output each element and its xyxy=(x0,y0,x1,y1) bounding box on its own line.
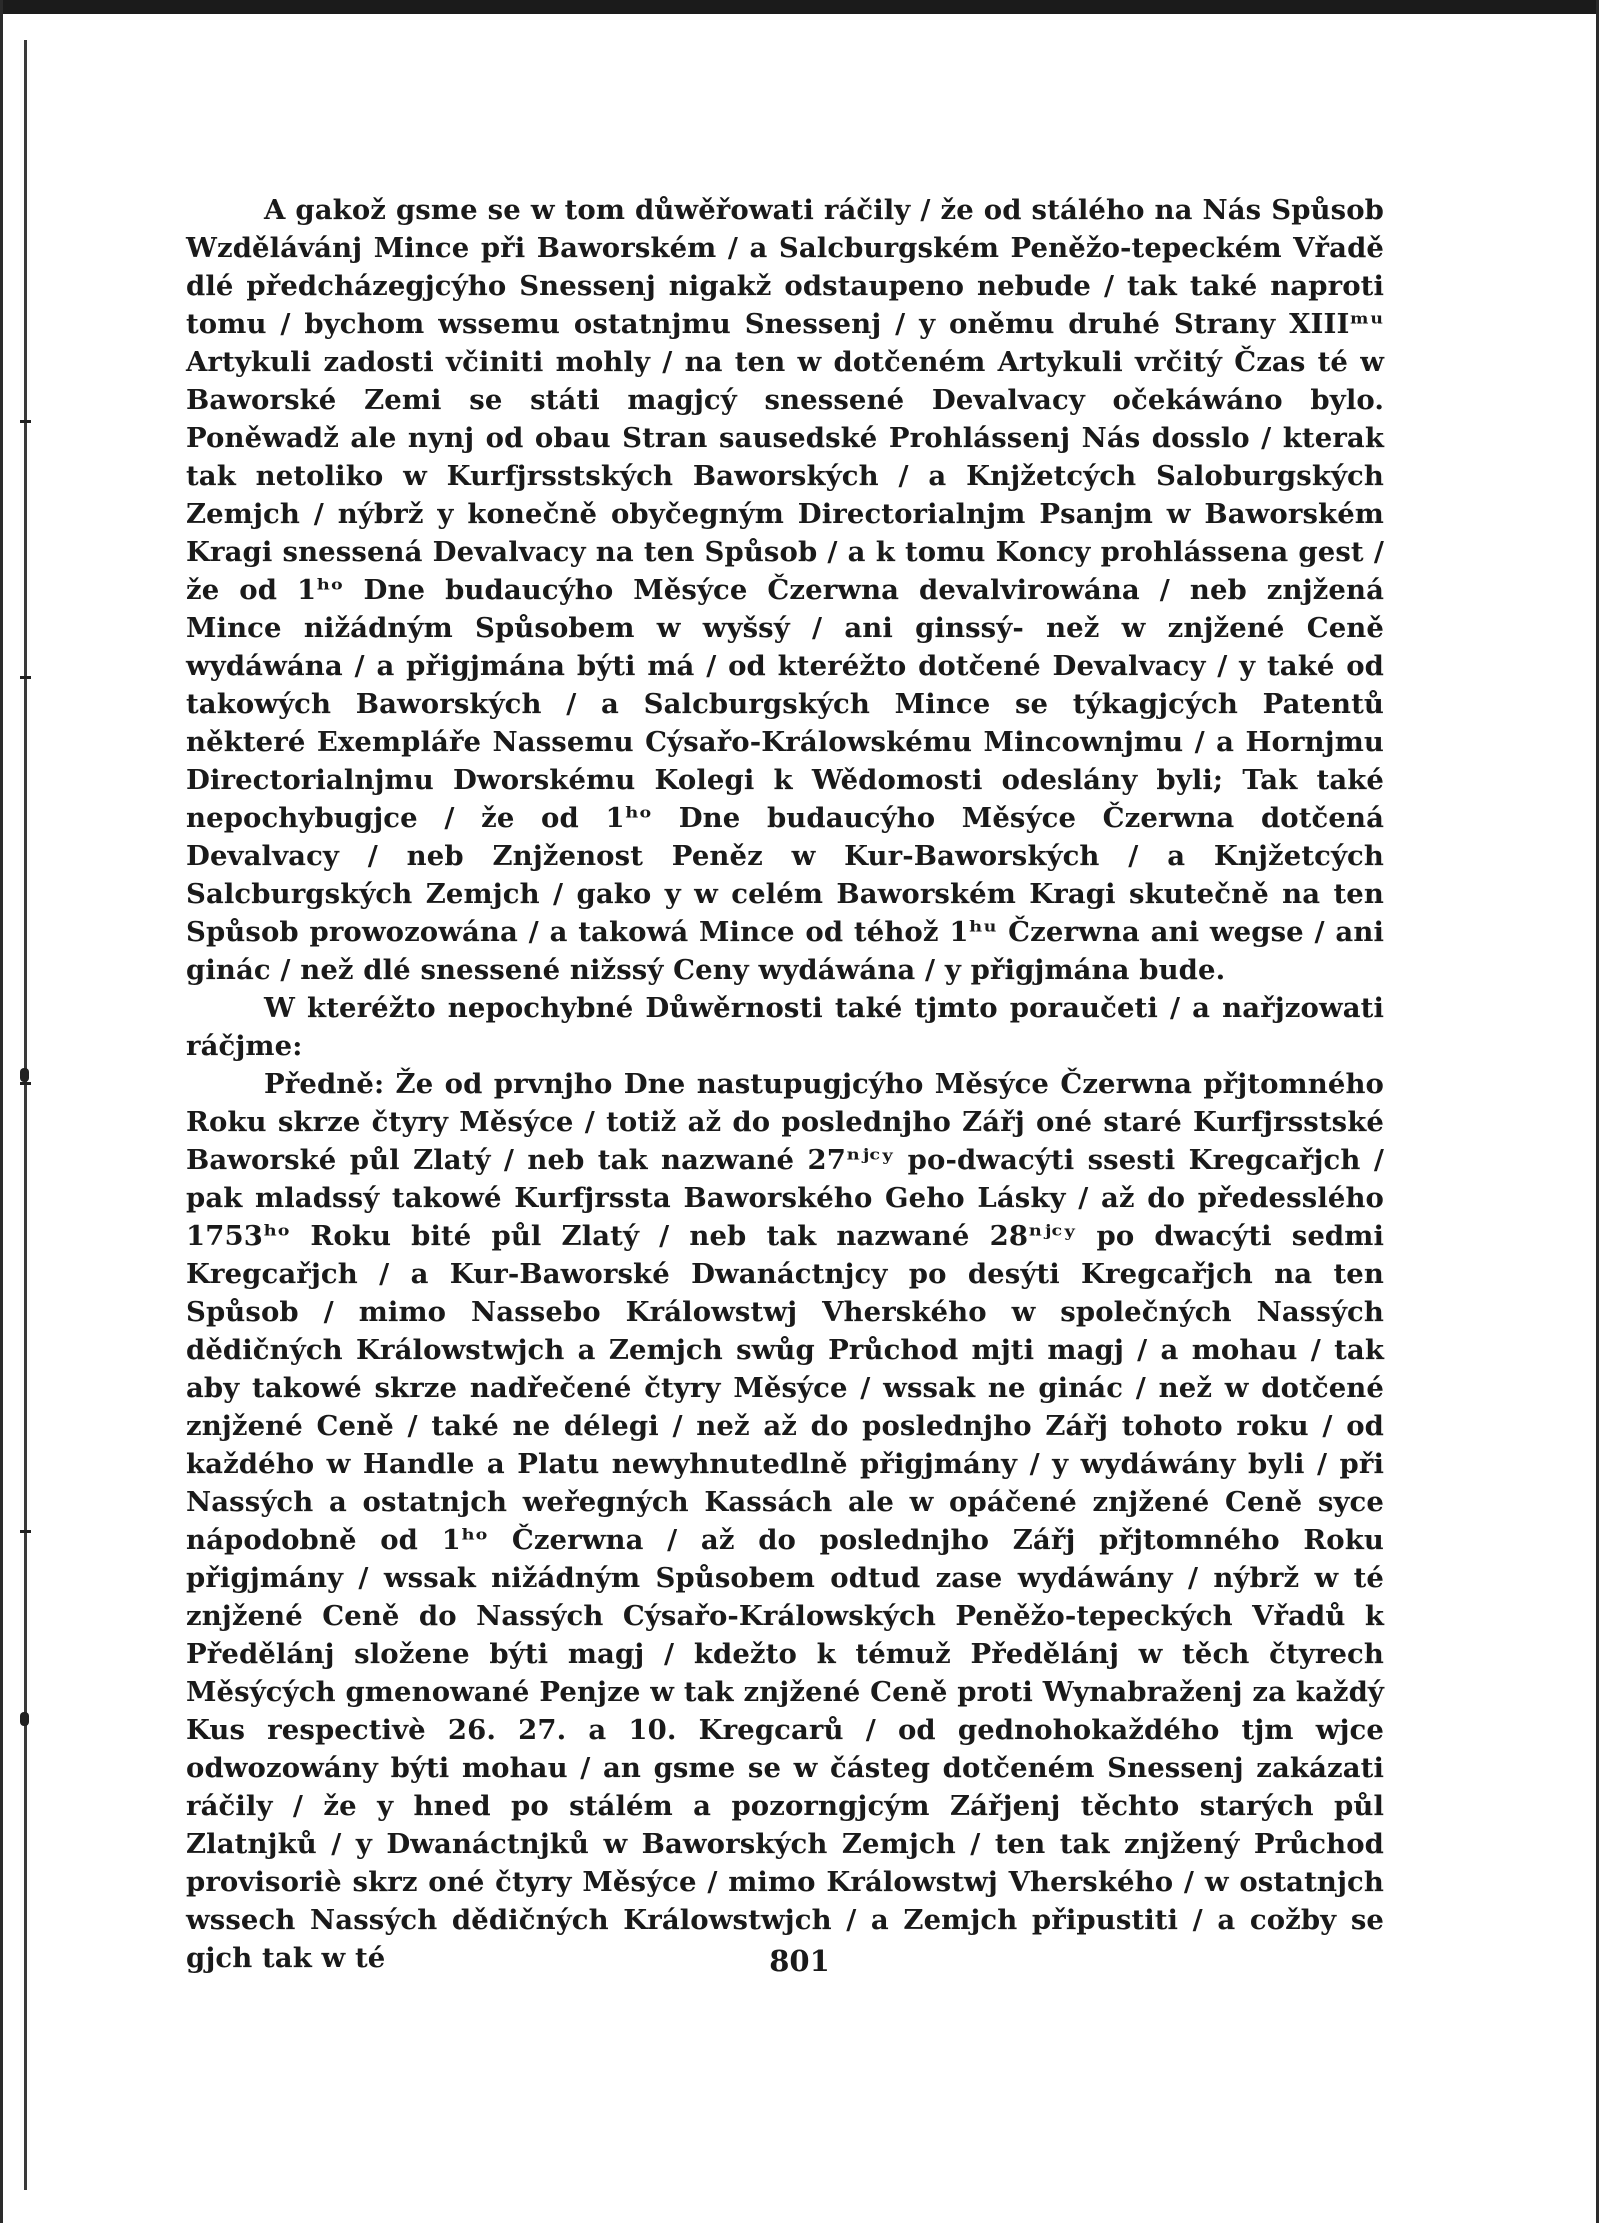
paragraph: Předně: Že od prvnjho Dne nastupugjcýho Měsýce Čzerwna přjtomného Roku skrze čtyry Měsýce / totiž až do poslednjho Zářj oné staré Kurfjrsstské Baworské půl Zlatý / neb tak nazwané 27ⁿʲᶜʸ po-dwacýti ssesti Kregcařjch / pak mladssý takowé Kurfjrssta Baworského Geho Lásky / až do předesslého 1753ʰᵒ Roku bité půl Zlatý / neb tak nazwané 28ⁿʲᶜʸ po dwacýti sedmi Kregcařjch / a Kur-Baworské Dwanáctnjcy po desýti Kregcařjch na ten Spůsob / mimo Nassebo Králowstwj Vherského w společných Nassých dědičných Králowstwjch a Zemjch swůg Průchod mjti magj / a mohau / tak aby takowé skrze nadřečené čtyry Měsýce / wssak ne ginác / než w dotčené znjžené Ceně / také ne délegi / než až do poslednjho Zářj tohoto roku / od každého w Handle a Platu newyhnutedlně přigjmány / y wydáwány byli / při Nassých a ostatnjch weřegných Kassách ale w opáčené znjžené Ceně syce nápodobně od 1ʰᵒ Čzerwna / až do poslednjho Zářj přjtomného Roku přigjmány / wssak nižádným Spůsobem odtud zase wydáwány / nýbrž w té znjžené Ceně do Nassých Cýsařo-Králowských Peněžo-tepeckých Vřadů k Předělánj složene býti magj / kdežto k témuž Předělánj w těch čtyrech Měsýcých gmenowané Penjze w tak znjžené Ceně proti Wynabraženj za každý Kus respectivè 26. 27. a 10. Kregcarů / od gednohokaždého tjm wjce odwozowány býti mohau / an gsme se w částeg dotčeném Snessenj zakázati ráčily / že y hned po stálém a pozorngjcým Zářjenj těchto starých půl Zlatnjků / y Dwanáctnjků w Baworských Zemjch / ten tak znjžený Průchod provisoriè skrz oné čtyry Měsýce / mimo Králowstwj Vherského / w ostatnjch wssech Nassých dědičných Králowstwjch / a Zemjch připustiti / a cožby se gjch tak w té xyxy=(186,1068,1384,1974)
margin-mark xyxy=(20,1082,31,1085)
paragraph: W kteréžto nepochybné Důwěrnosti také tjmto poraučeti / a nařjzowati ráčjme: xyxy=(186,992,1384,1062)
binding-margin-line xyxy=(24,40,27,2190)
margin-blot xyxy=(20,1068,29,1082)
paragraph: A gakož gsme se w tom důwěřowati ráčily / že od stálého na Nás Spůsob Wzdělávánj Mince při Baworském / a Salcburgském Peněžo-tepeckém Vřadě dlé předcházegjcýho Snessenj nigakž odstaupeno nebude / tak také naproti tomu / bychom wssemu ostatnjmu Snessenj / y oněmu druhé Strany XIIIᵐᵘ Artykuli zadosti včiniti mohly / na ten w dotčeném Artykuli vrčitý Čzas té w Baworské Zemi se státi magjcý snessené Devalvacy očekáwáno bylo. Poněwadž ale nynj od obau Stran sausedské Prohlássenj Nás dosslo / kterak tak netoliko w Kurfjrsstských Baworských / a Knjžetcých Saloburgských Zemjch / nýbrž y konečně obyčegným Directorialnjm Psanjm w Baworském Kragi snessená Devalvacy na ten Spůsob / a k tomu Koncy prohlássena gest / že od 1ʰᵒ Dne budaucýho Měsýce Čzerwna devalvirowána / neb znjžená Mince nižádným Spůsobem w wyšsý / ani ginssý- než w znjžené Ceně wydáwána / a přigjmána býti má / od kteréžto dotčené Devalvacy / y také od takowých Baworských / a Salcburgských Mince se týkagjcých Patentů některé Exempláře Nassemu Cýsařo-Králowskému Mincownjmu / a Hornjmu Directorialnjmu Dworskému Kolegi k Wědomosti odeslány byli; Tak také nepochybugjce / že od 1ʰᵒ Dne budaucýho Měsýce Čzerwna dotčená Devalvacy / neb Znjženost Peněz w Kur-Baworských / a Knjžetcých Salcburgských Zemjch / gako y w celém Baworském Kragi skutečně na ten Spůsob prowozowána / a takowá Mince od téhož 1ʰᵘ Čzerwna ani wegse / ani ginác / než dlé snessené nižssý Ceny wydáwána / y přigjmána bude. xyxy=(186,194,1384,986)
scan-left-edge xyxy=(0,0,3,2223)
margin-blot xyxy=(20,1712,29,1726)
scan-top-edge xyxy=(0,0,1599,14)
page-number: 801 xyxy=(769,1944,830,1978)
margin-mark xyxy=(20,1530,31,1533)
margin-mark xyxy=(20,420,31,423)
page-body xyxy=(186,191,1384,1977)
margin-mark xyxy=(20,676,31,679)
